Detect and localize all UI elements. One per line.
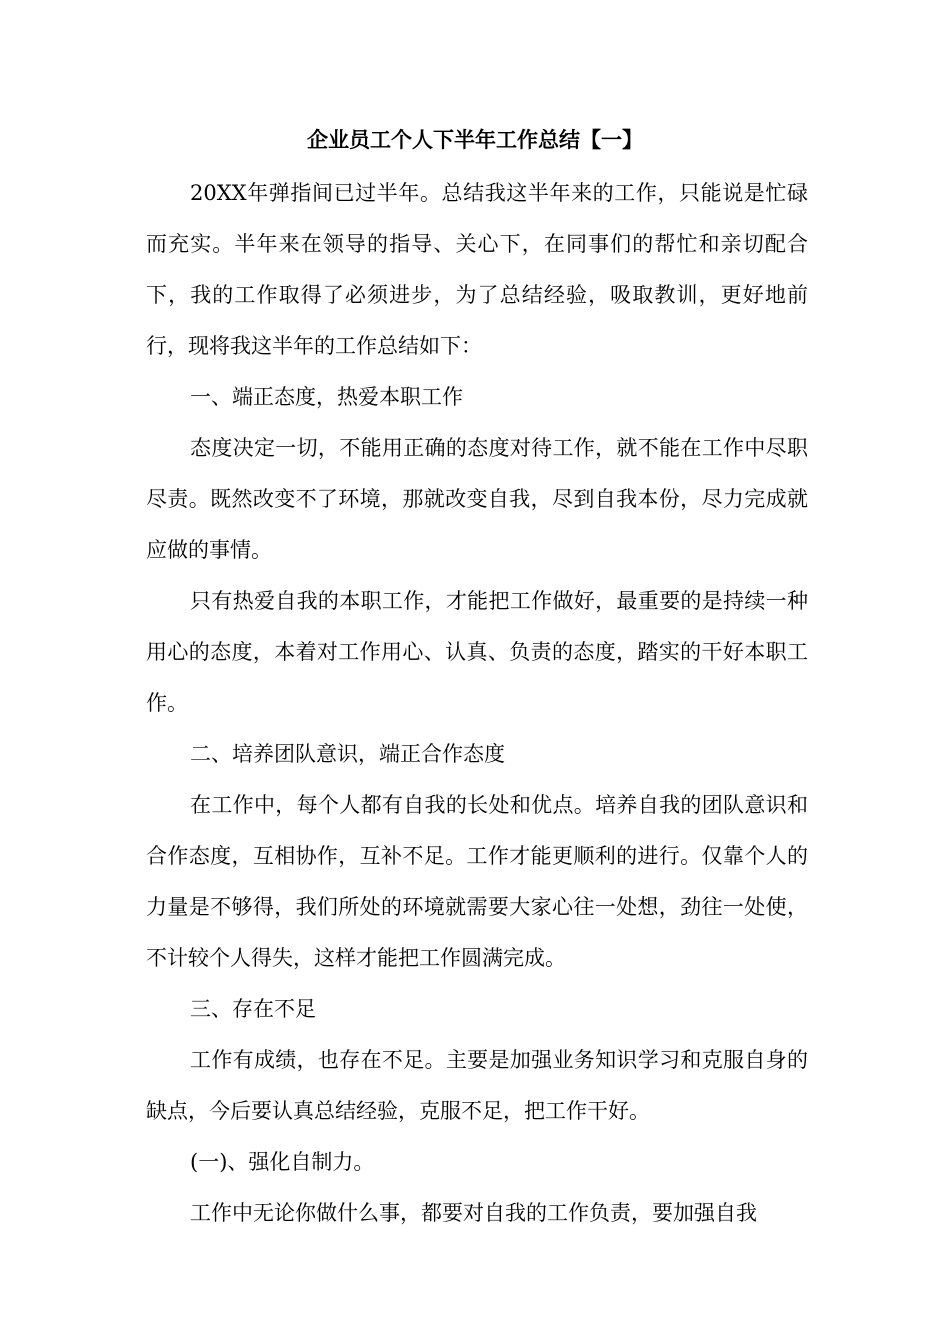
document-title: 企业员工个人下半年工作总结【一】 [307, 128, 643, 152]
section-heading-2: 二、培养团队意识，端正合作态度 [190, 742, 505, 766]
paragraph-teamwork: 在工作中，每个人都有自我的长处和优点。培养自我的团队意识和合作态度，互相协作，互补不足。工作才能更顺利的进行。仅靠个人的力量是不够得，我们所处的环境就需要大家心往一处想，劲往一处使，不计较个人得失，这样才能把工作圆满完成。 [146, 793, 808, 970]
paragraph-love-work: 只有热爱自我的本职工作，才能把工作做好，最重要的是持续一种用心的态度，本着对工作用心、认真、负责的态度，踏实的干好本职工作。 [146, 589, 808, 715]
paragraph-shortcomings: 工作有成绩，也存在不足。主要是加强业务知识学习和克服自身的缺点，今后要认真总结经验，克服不足，把工作干好。 [146, 1048, 808, 1123]
section-heading-1: 一、端正态度，热爱本职工作 [190, 385, 463, 409]
subsection-heading-1: (一)、强化自制力。 [190, 1150, 375, 1174]
section-heading-3: 三、存在不足 [190, 997, 316, 1021]
paragraph-attitude: 态度决定一切，不能用正确的态度对待工作，就不能在工作中尽职尽责。既然改变不了环境，那就改变自我，尽到自我本份，尽力完成就应做的事情。 [146, 436, 808, 562]
document-body [146, 168, 808, 1239]
paragraph-intro: 20XX年弹指间已过半年。总结我这半年来的工作，只能说是忙碌而充实。半年来在领导的指导、关心下，在同事们的帮忙和亲切配合下，我的工作取得了必须进步，为了总结经验，吸取教训，更好地前行，现将我这半年的工作总结如下： [146, 181, 808, 358]
paragraph-self-control: 工作中无论你做什么事，都要对自我的工作负责，要加强自我 [190, 1201, 757, 1225]
